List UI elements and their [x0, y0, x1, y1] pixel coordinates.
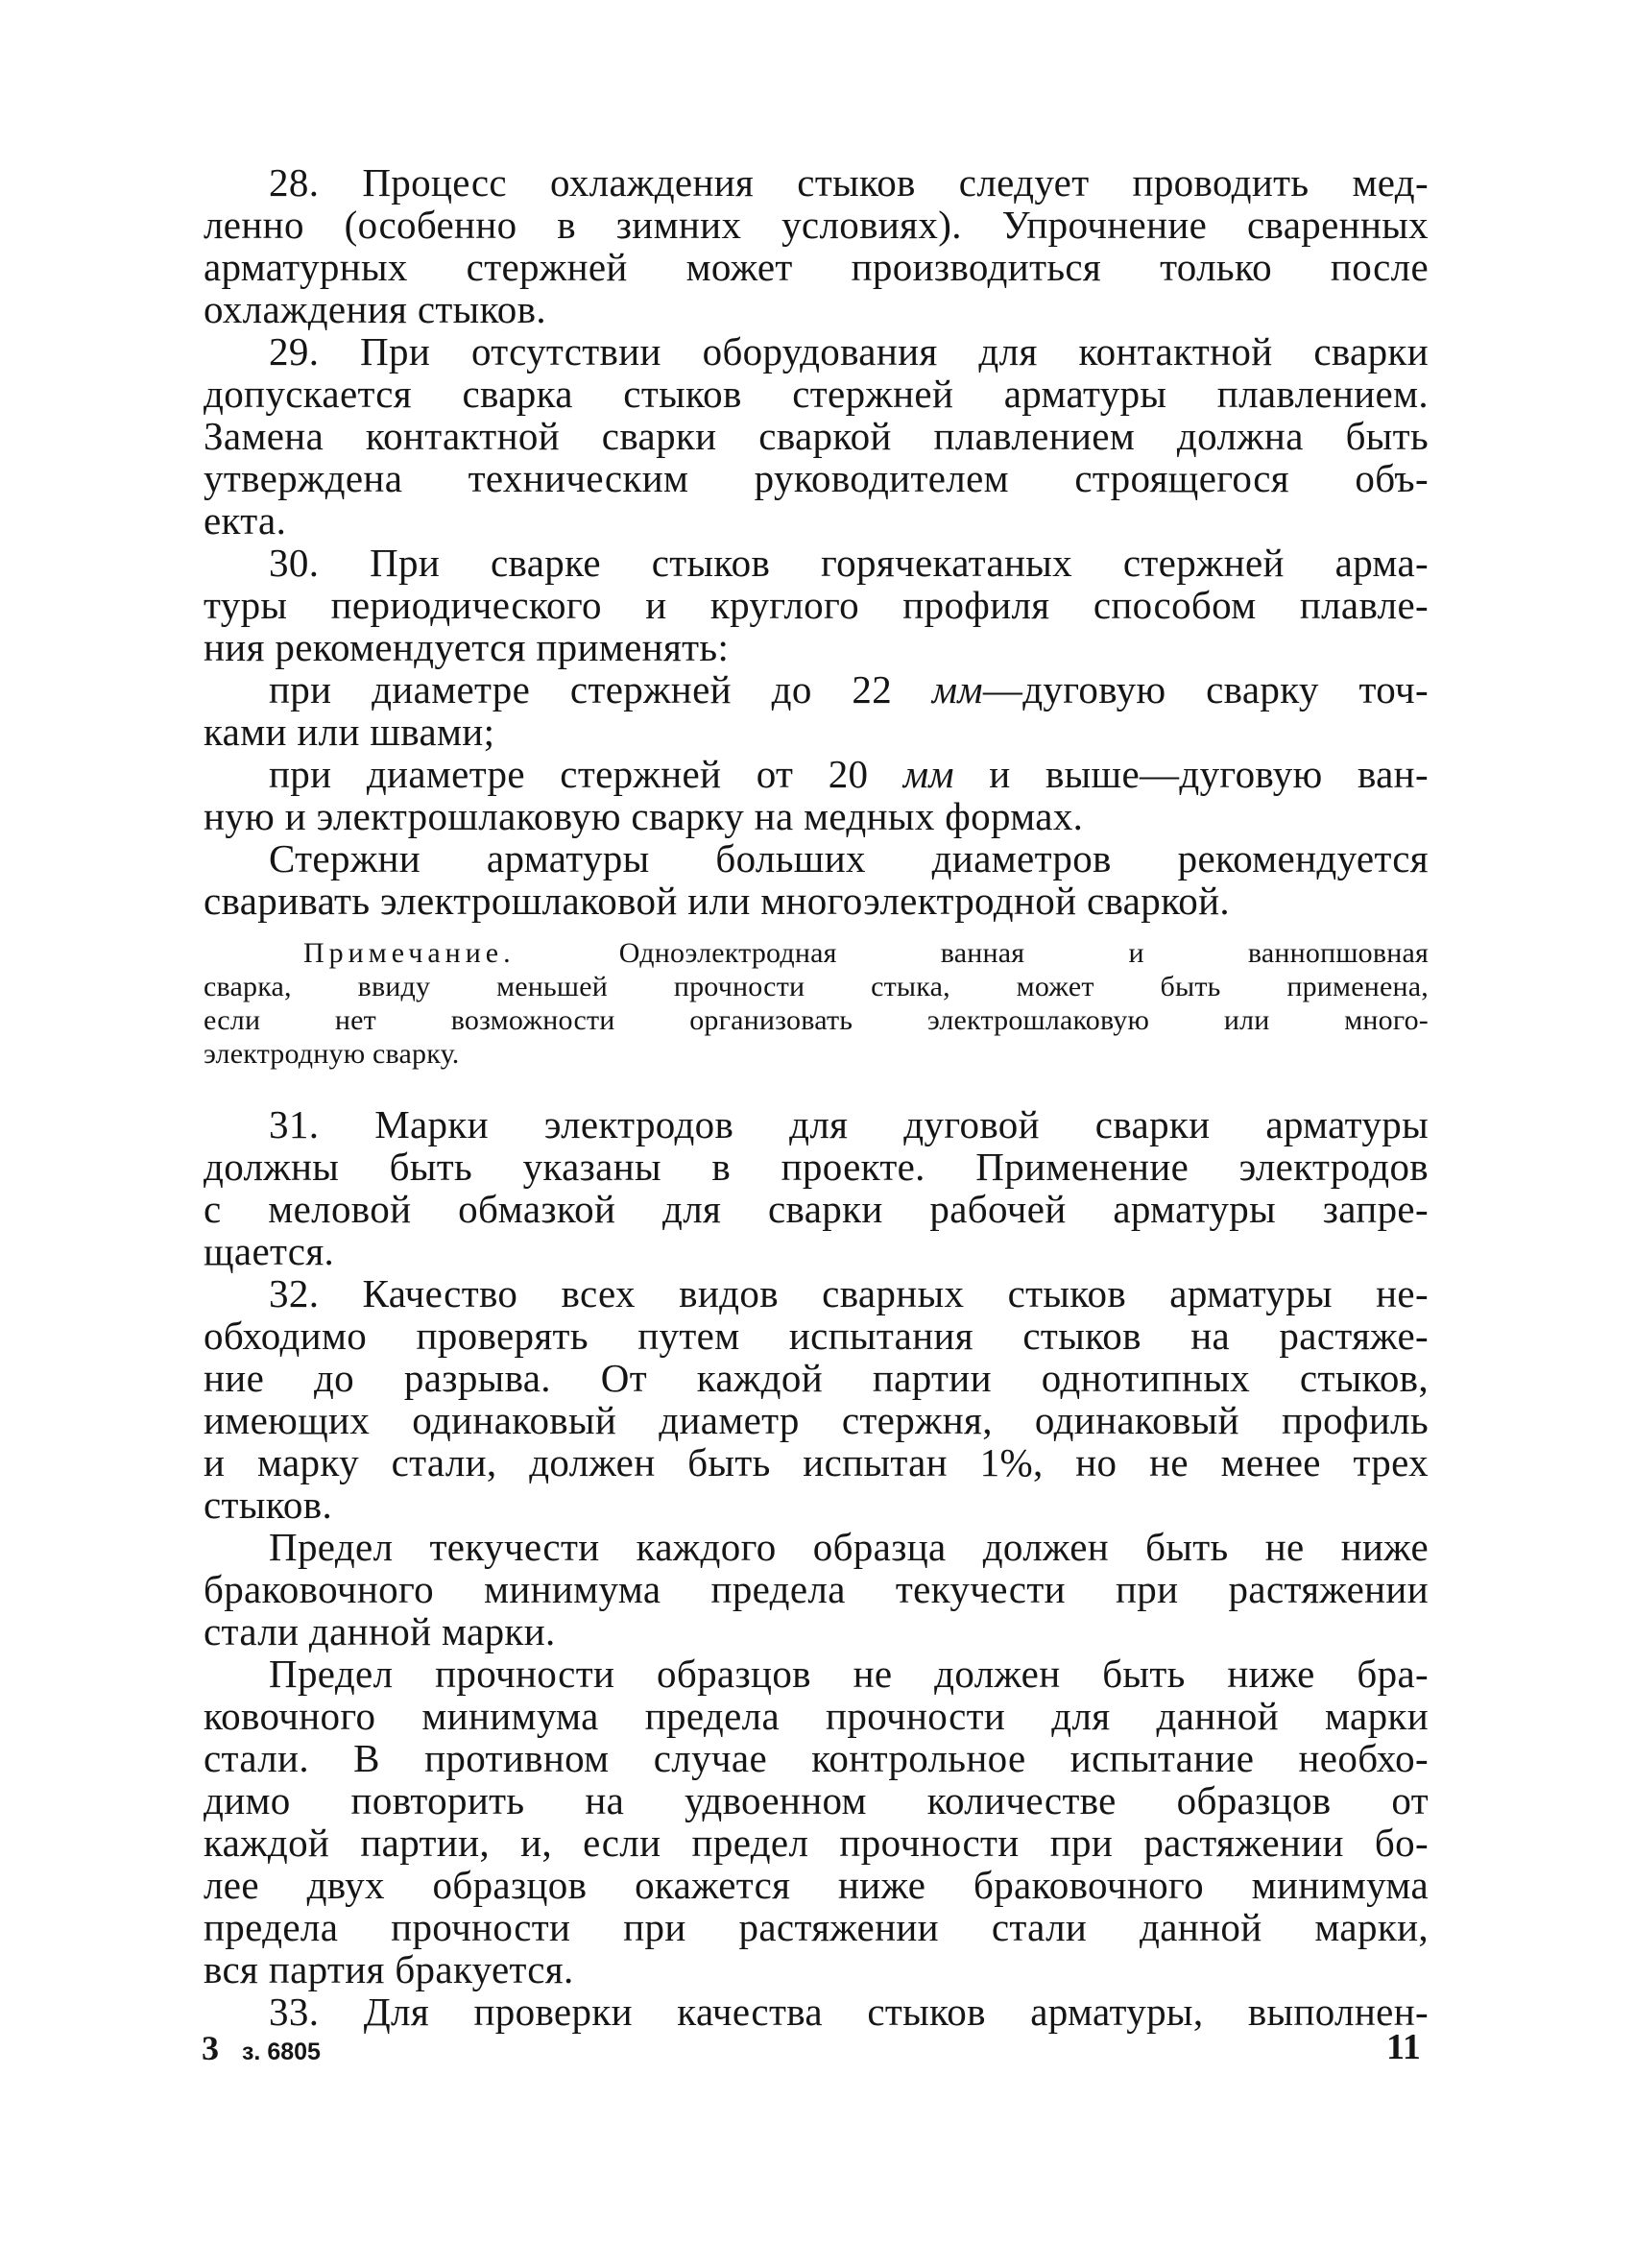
paragraph-33-line: 33. Для проверки качества стыков арматуры, выполнен- — [269, 1990, 1429, 2034]
paragraph-29-line: 29. При отсутствии оборудования для контактной сварки — [269, 329, 1429, 374]
paragraph-strength-line: Предел прочности образцов не должен быть ниже бра- — [269, 1652, 1429, 1696]
main-text-top — [204, 161, 1429, 922]
paragraph-strength-line: стали. В противном случае контрольное испытание необхо- — [204, 1736, 1429, 1780]
paragraph-31-line: должны быть указаны в проекте. Применение электродов — [204, 1145, 1429, 1189]
paragraph-29-line: допускается сварка стыков стержней арматуры плавлением. — [204, 372, 1429, 416]
paragraph-30-line: туры периодического и круглого профиля способом плавле- — [204, 583, 1429, 627]
paragraph-28-line: охлаждения стыков. — [204, 287, 546, 331]
paragraph-29-line: утверждена техническим руководителем строящегося объ- — [204, 456, 1429, 500]
paragraph-yield-line: Предел текучести каждого образца должен быть не ниже — [269, 1525, 1429, 1569]
paragraph-32-line: и марку стали, должен быть испытан 1%, но не менее трех — [204, 1440, 1429, 1484]
paragraph-rods-line: сваривать электрошлаковой или многоэлектродной сваркой. — [204, 879, 1231, 923]
paragraph-strength-line: вся партия бракуется. — [204, 1947, 574, 1991]
paragraph-28-line: арматурных стержней может производиться только после — [204, 245, 1429, 289]
paragraph-yield-line: браковочного минимума предела текучести при растяжении — [204, 1567, 1429, 1611]
paragraph-strength-line: предела прочности при растяжении стали данной марки, — [204, 1905, 1429, 1949]
paragraph-31-line: щается. — [204, 1229, 335, 1273]
list-item-diameter-22-cont: ками или швами; — [204, 710, 495, 754]
note-label: Примечание. — [303, 937, 516, 969]
item2-text-a: при диаметре стержней от 20 — [269, 752, 903, 796]
paragraph-30-line: 30. При сварке стыков горячекатаных стержней арма- — [269, 541, 1429, 585]
note-line: если нет возможности организовать электрошлаковую или много- — [204, 1004, 1429, 1036]
note-line: электродную сварку. — [204, 1038, 460, 1070]
note-line — [303, 936, 1429, 970]
item1-text-b: —дуговую сварку точ- — [982, 667, 1429, 712]
paragraph-rods-line: Стержни арматуры больших диаметров рекомендуется — [269, 836, 1429, 881]
printer-signature — [202, 2028, 321, 2068]
paragraph-28-line: ленно (особенно в зимних условиях). Упрочнение сваренных — [204, 203, 1429, 247]
paragraph-28-line: 28. Процесс охлаждения стыков следует проводить мед- — [269, 160, 1429, 205]
order-number: з. 6805 — [242, 2039, 321, 2065]
paragraph-30-line: ния рекомендуется применять: — [204, 625, 730, 669]
paragraph-32-line: ние до разрыва. От каждой партии однотипных стыков, — [204, 1356, 1429, 1400]
paragraph-32-line: 32. Качество всех видов сварных стыков арматуры не- — [269, 1271, 1429, 1315]
paragraph-32-line: имеющих одинаковый диаметр стержня, одинаковый профиль — [204, 1398, 1429, 1442]
paragraph-strength-line: лее двух образцов окажется ниже браковочного минимума — [204, 1863, 1429, 1907]
page-number: 11 — [1386, 2027, 1421, 2067]
signature-number: 3 — [202, 2029, 219, 2067]
paragraph-29-line: екта. — [204, 498, 287, 543]
list-item-diameter-22 — [204, 668, 1429, 711]
paragraph-31-line: 31. Марки электродов для дуговой сварки арматуры — [269, 1102, 1429, 1146]
item1-text-a: при диаметре стержней до 22 — [269, 667, 932, 712]
paragraph-strength-line: ковочного минимума предела прочности для данной марки — [204, 1694, 1429, 1738]
paragraph-31-line: с меловой обмазкой для сварки рабочей арматуры запре- — [204, 1187, 1429, 1231]
paragraph-strength-line: каждой партии, и, если предел прочности при растяжении бо- — [204, 1821, 1429, 1865]
list-item-diameter-20 — [204, 753, 1429, 795]
paragraph-32-line: стыков. — [204, 1483, 333, 1527]
item1-unit: мм — [931, 667, 983, 712]
item2-unit: мм — [902, 752, 954, 796]
paragraph-29-line: Замена контактной сварки сваркой плавлением должна быть — [204, 414, 1429, 458]
item2-text-b: и выше—дуговую ван- — [953, 752, 1429, 796]
note-text: Одноэлектродная ванная и ваннопшовная — [515, 937, 1429, 969]
paragraph-32-line: обходимо проверять путем испытания стыков на растяже- — [204, 1314, 1429, 1358]
main-text-bottom — [204, 1103, 1429, 2033]
note-block — [204, 936, 1429, 1071]
list-item-diameter-20-cont: ную и электрошлаковую сварку на медных формах. — [204, 794, 1084, 838]
paragraph-strength-line: димо повторить на удвоенном количестве образцов от — [204, 1778, 1429, 1822]
paragraph-yield-line: стали данной марки. — [204, 1609, 556, 1653]
note-line: сварка, ввиду меньшей прочности стыка, может быть применена, — [204, 971, 1429, 1002]
